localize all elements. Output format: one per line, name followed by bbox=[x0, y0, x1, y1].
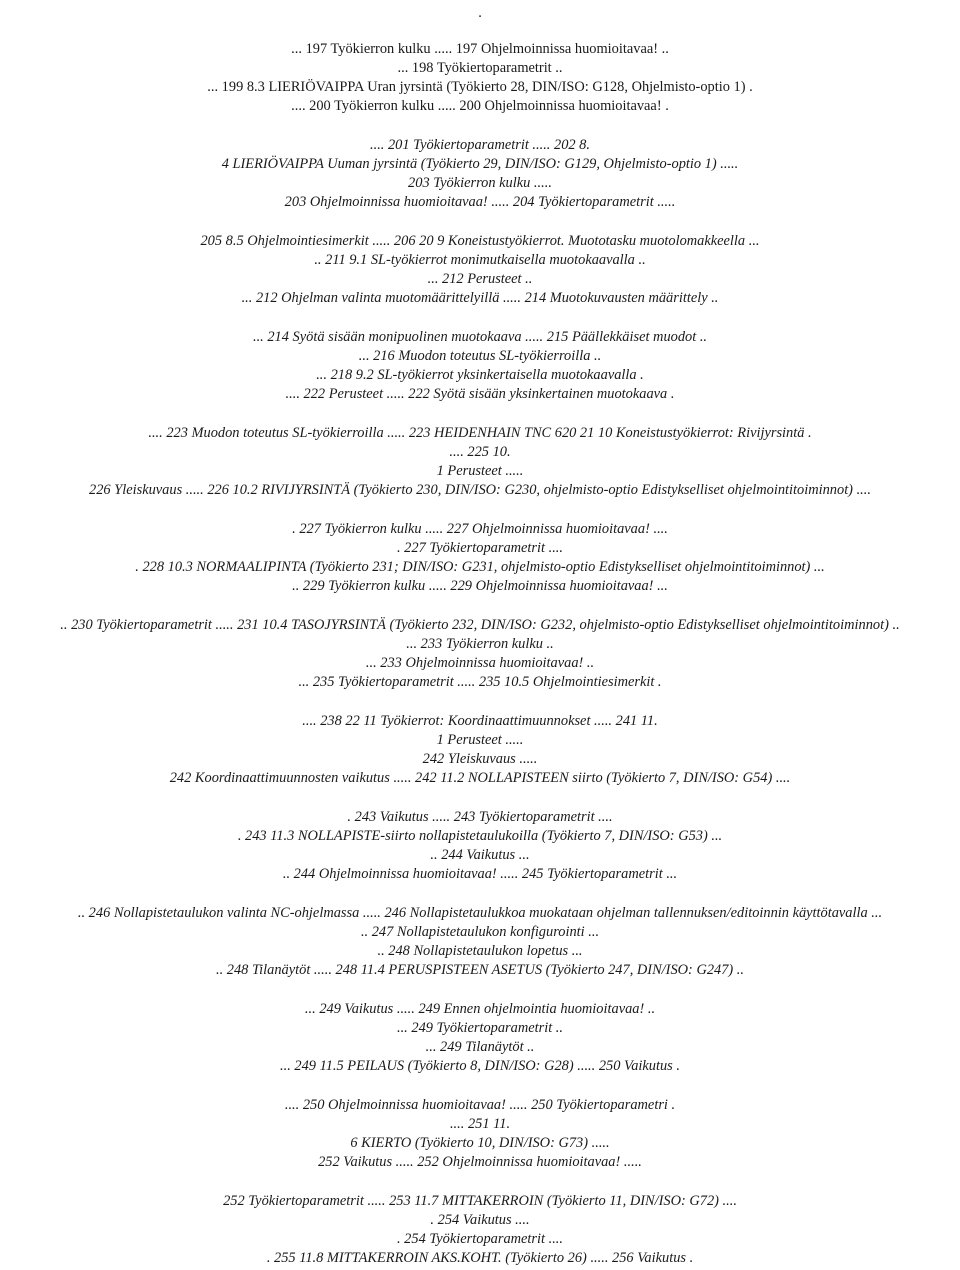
toc-line: ... 218 9.2 SL-työkierrot yksinkertaisella muotokaavalla . bbox=[316, 367, 644, 383]
toc-line: .... 222 Perusteet ..... 222 Syötä sisään yksinkertainen muotokaava . bbox=[285, 386, 675, 402]
toc-line: 242 Koordinaattimuunnosten vaikutus ..... 242 11.2 NOLLAPISTEEN siirto (Työkierto 7, DIN/ISO: G54) .... bbox=[169, 770, 791, 786]
toc-line: 203 Työkierron kulku ..... bbox=[408, 175, 552, 191]
toc-line: 1 Perusteet ..... bbox=[436, 732, 524, 748]
toc-line: 1 Perusteet ..... bbox=[436, 463, 524, 479]
toc-line: ... 197 Työkierron kulku ..... 197 Ohjelmoinnissa huomioitavaa! .. bbox=[291, 41, 669, 57]
toc-line: 205 8.5 Ohjelmointiesimerkit ..... 206 20 9 Koneistustyökierrot. Muototasku muotolomakkeella ... bbox=[200, 233, 760, 249]
toc-line: .. 244 Ohjelmoinnissa huomioitavaa! ..... 245 Työkiertoparametrit ... bbox=[282, 866, 678, 882]
toc-line: ... 212 Ohjelman valinta muotomäärittelyillä ..... 214 Muotokuvausten määrittely .. bbox=[241, 290, 719, 306]
toc-line: 4 LIERIÖVAIPPA Uuman jyrsintä (Työkierto 29, DIN/ISO: G129, Ohjelmisto-optio 1) ..... bbox=[221, 156, 739, 172]
toc-line: .. 244 Vaikutus ... bbox=[430, 847, 530, 863]
toc-line: . 243 Vaikutus ..... 243 Työkiertoparametrit .... bbox=[347, 809, 613, 825]
toc-line: .... 250 Ohjelmoinnissa huomioitavaa! ..... 250 Työkiertoparametri . bbox=[284, 1097, 676, 1113]
toc-line: 226 Yleiskuvaus ..... 226 10.2 RIVIJYRSINTÄ (Työkierto 230, DIN/ISO: G230, ohjelmisto-optio Edistykselliset ohjelmointitoiminnot) .... bbox=[89, 482, 871, 498]
toc-line: .. 211 9.1 SL-työkierrot monimutkaisella muotokaavalla .. bbox=[314, 252, 646, 268]
toc-line: 252 Vaikutus ..... 252 Ohjelmoinnissa huomioitavaa! ..... bbox=[318, 1154, 642, 1170]
toc-line: .. 248 Nollapistetaulukon lopetus ... bbox=[377, 943, 583, 959]
toc-line: ... 249 Tilanäytöt .. bbox=[425, 1039, 535, 1055]
toc-line: ... 235 Työkiertoparametrit ..... 235 10.5 Ohjelmointiesimerkit . bbox=[298, 674, 662, 690]
toc-line: .... 201 Työkiertoparametrit ..... 202 8. bbox=[370, 137, 590, 153]
toc-line: . 227 Työkierron kulku ..... 227 Ohjelmoinnissa huomioitavaa! .... bbox=[292, 521, 668, 537]
toc-line: ... 216 Muodon toteutus SL-työkierroilla .. bbox=[358, 348, 602, 364]
toc-line: ... 233 Työkierron kulku .. bbox=[406, 636, 554, 652]
toc-line: .... 223 Muodon toteutus SL-työkierroilla ..... 223 HEIDENHAIN TNC 620 21 10 Koneistustyökierrot: Rivijyrsintä . bbox=[148, 425, 812, 441]
toc-line: ... 199 8.3 LIERIÖVAIPPA Uran jyrsintä (Työkierto 28, DIN/ISO: G128, Ohjelmisto-optio 1) . bbox=[207, 79, 753, 95]
toc-line: 252 Työkiertoparametrit ..... 253 11.7 MITTAKERROIN (Työkierto 11, DIN/ISO: G72) .... bbox=[223, 1193, 737, 1209]
toc-line: . 255 11.8 MITTAKERROIN AKS.KOHT. (Työkierto 26) ..... 256 Vaikutus . bbox=[266, 1250, 694, 1266]
toc-line: .. 248 Tilanäytöt ..... 248 11.4 PERUSPISTEEN ASETUS (Työkierto 247, DIN/ISO: G247) .. bbox=[215, 962, 745, 978]
toc-line: . 227 Työkiertoparametrit .... bbox=[396, 540, 563, 556]
toc-line: .. 229 Työkierron kulku ..... 229 Ohjelmoinnissa huomioitavaa! ... bbox=[292, 578, 668, 594]
toc-line: . 243 11.3 NOLLAPISTE-siirto nollapistetaulukoilla (Työkierto 7, DIN/ISO: G53) ... bbox=[237, 828, 723, 844]
toc-line: .... 251 11. bbox=[449, 1116, 511, 1132]
toc-line: ... 249 Vaikutus ..... 249 Ennen ohjelmointia huomioitavaa! .. bbox=[304, 1001, 656, 1017]
toc-line: .. 230 Työkiertoparametrit ..... 231 10.4 TASOJYRSINTÄ (Työkierto 232, DIN/ISO: G232, ohjelmisto-optio Edistykselliset ohjelmointitoiminnot) .. bbox=[60, 617, 900, 633]
page-marker: . bbox=[478, 5, 482, 21]
toc-line: ... 249 11.5 PEILAUS (Työkierto 8, DIN/ISO: G28) ..... 250 Vaikutus . bbox=[280, 1058, 680, 1074]
toc-line: 242 Yleiskuvaus ..... bbox=[422, 751, 538, 767]
toc-line: . 254 Työkiertoparametrit .... bbox=[396, 1231, 563, 1247]
toc-line: .... 225 10. bbox=[449, 444, 511, 460]
toc-line: . 254 Vaikutus .... bbox=[430, 1212, 530, 1228]
toc-line: ... 212 Perusteet .. bbox=[427, 271, 533, 287]
toc-line: ... 233 Ohjelmoinnissa huomioitavaa! .. bbox=[365, 655, 595, 671]
toc-line: .... 238 22 11 Työkierrot: Koordinaattimuunnokset ..... 241 11. bbox=[302, 713, 658, 729]
toc-line: ... 198 Työkiertoparametrit .. bbox=[397, 60, 563, 76]
toc-line: . 228 10.3 NORMAALIPINTA (Työkierto 231; DIN/ISO: G231, ohjelmisto-optio Edistykselliset ohjelmointitoiminnot) ... bbox=[135, 559, 825, 575]
toc-line: .... 200 Työkierron kulku ..... 200 Ohjelmoinnissa huomioitavaa! . bbox=[291, 98, 669, 114]
toc-line: 6 KIERTO (Työkierto 10, DIN/ISO: G73) ..... bbox=[350, 1135, 610, 1151]
toc-line: ... 214 Syötä sisään monipuolinen muotokaava ..... 215 Päällekkäiset muodot .. bbox=[252, 329, 708, 345]
toc-line: .. 247 Nollapistetaulukon konfigurointi ... bbox=[360, 924, 600, 940]
toc-line: 203 Ohjelmoinnissa huomioitavaa! ..... 204 Työkiertoparametrit ..... bbox=[284, 194, 676, 210]
toc-line: .. 246 Nollapistetaulukon valinta NC-ohjelmassa ..... 246 Nollapistetaulukkoa muokataan ohjelman tallennuksen/editoinnin käyttötavalla ... bbox=[77, 905, 883, 921]
toc-line: ... 249 Työkiertoparametrit .. bbox=[396, 1020, 563, 1036]
